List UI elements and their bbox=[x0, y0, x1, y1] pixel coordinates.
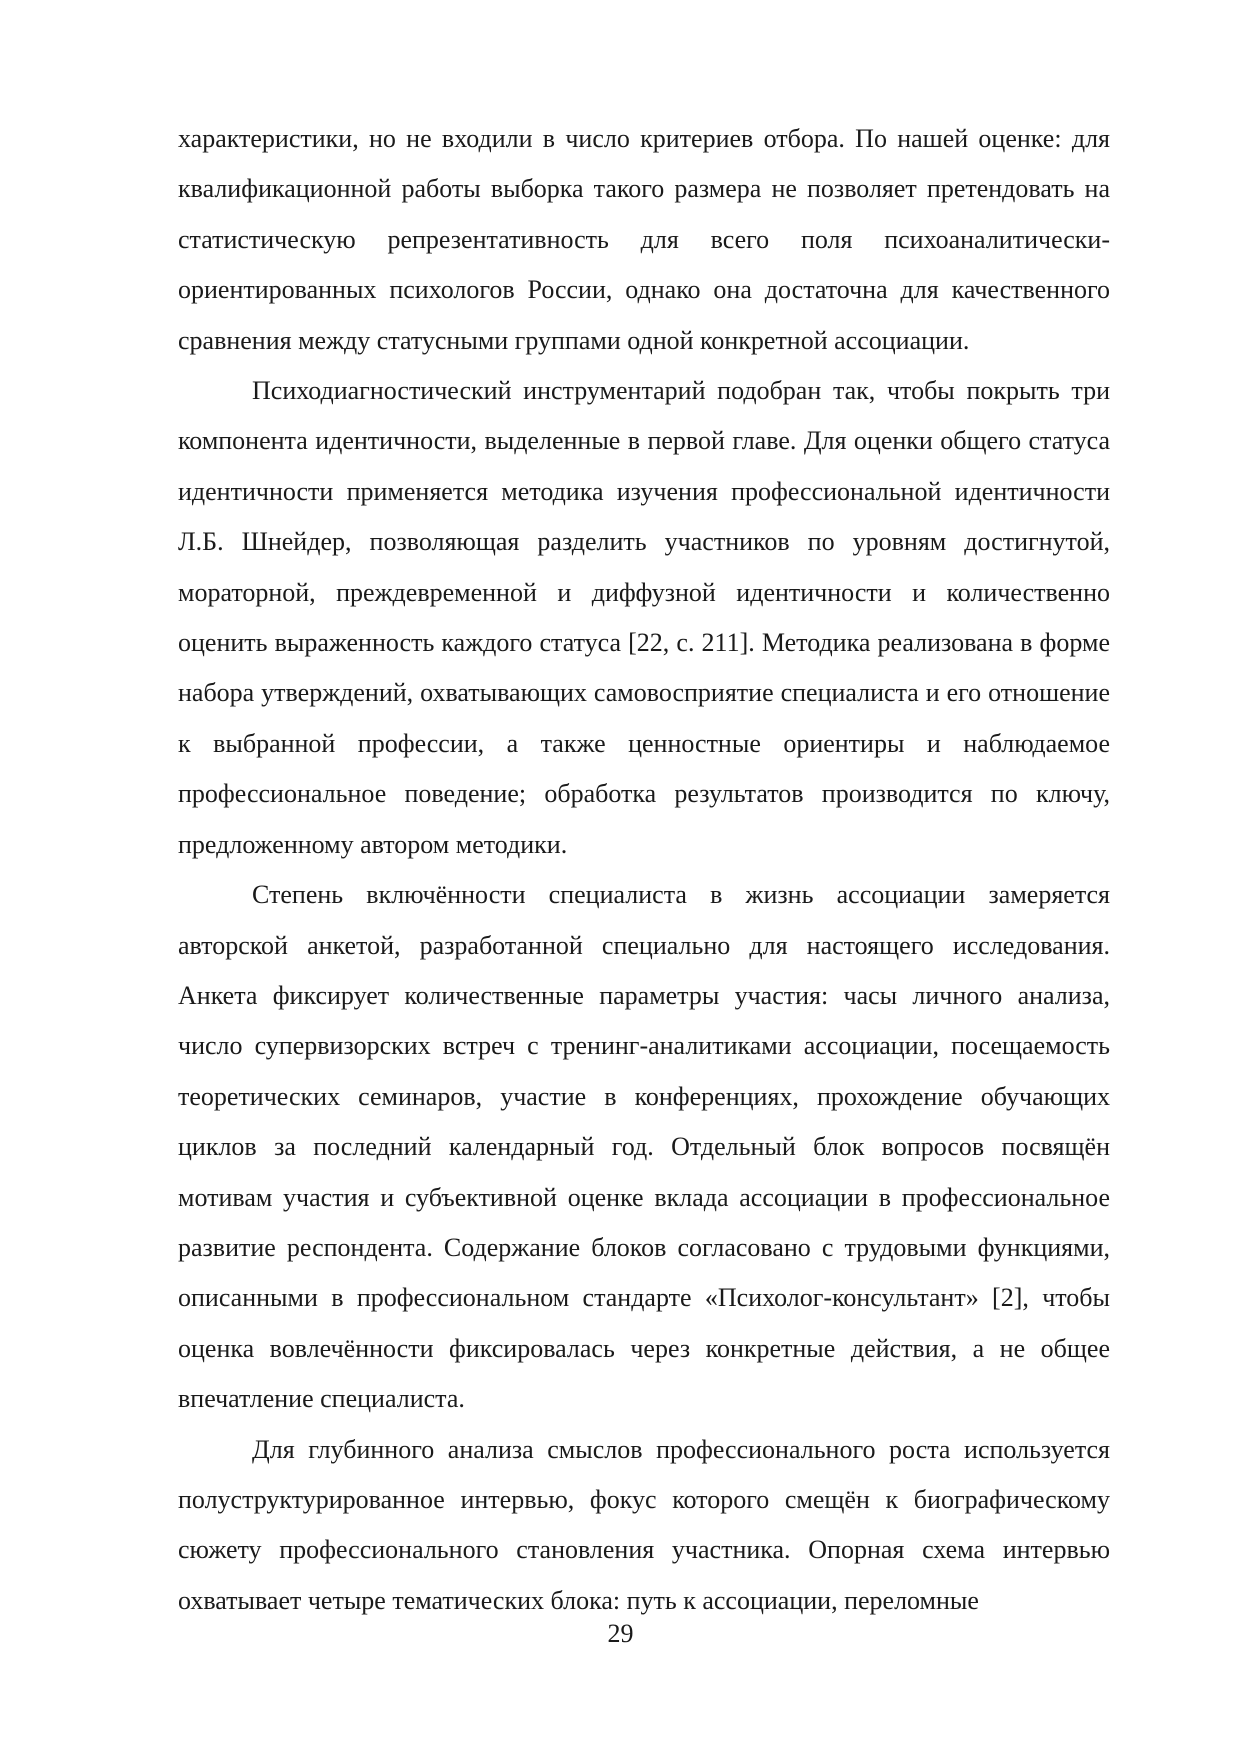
paragraph-diagnostic-tools: Психодиагностический инструментарий подобран так, чтобы покрыть три компонента идентичности, выделенные в первой главе. Для оценки общего статуса идентичности применяется методика изучения профессиональной идентичности Л.Б. Шнейдер, позволяющая разделить участников по уровням достигнутой, мораторной, преждевременной и диффузной идентичности и количественно оценить выраженность каждого статуса [22, с. 211]. Методика реализована в форме набора утверждений, охватывающих самовосприятие специалиста и его отношение к выбранной профессии, а также ценностные ориентиры и наблюдаемое профессиональное поведение; обработка результатов производится по ключу, предложенному автором методики. bbox=[178, 376, 1110, 859]
page-number: 29 bbox=[607, 1619, 634, 1648]
paragraph-continuation: характеристики, но не входили в число критериев отбора. По нашей оценке: для квалификационной работы выборка такого размера не позволяет претендовать на статистическую репрезентативность для всего поля психоаналитически-ориентированных психологов России, однако она достаточна для качественного сравнения между статусными группами одной конкретной ассоциации. bbox=[178, 124, 1110, 355]
paragraph-interview: Для глубинного анализа смыслов профессионального роста используется полуструктурированное интервью, фокус которого смещён к биографическому сюжету профессионального становления участника. Опорная схема интервью охватывает четыре тематических блока: путь к ассоциации, переломные bbox=[178, 1434, 1110, 1615]
document-page-body bbox=[178, 114, 1110, 1626]
paragraph-involvement-questionnaire: Степень включённости специалиста в жизнь ассоциации замеряется авторской анкетой, разработанной специально для настоящего исследования. Анкета фиксирует количественные параметры участия: часы личного анализа, число супервизорских встреч с тренинг-аналитиками ассоциации, посещаемость теоретических семинаров, участие в конференциях, прохождение обучающих циклов за последний календарный год. Отдельный блок вопросов посвящён мотивам участия и субъективной оценке вклада ассоциации в профессиональное развитие респондента. Содержание блоков согласовано с трудовыми функциями, описанными в профессиональном стандарте «Психолог-консультант» [2], чтобы оценка вовлечённости фиксировалась через конкретные действия, а не общее впечатление специалиста. bbox=[178, 880, 1110, 1414]
